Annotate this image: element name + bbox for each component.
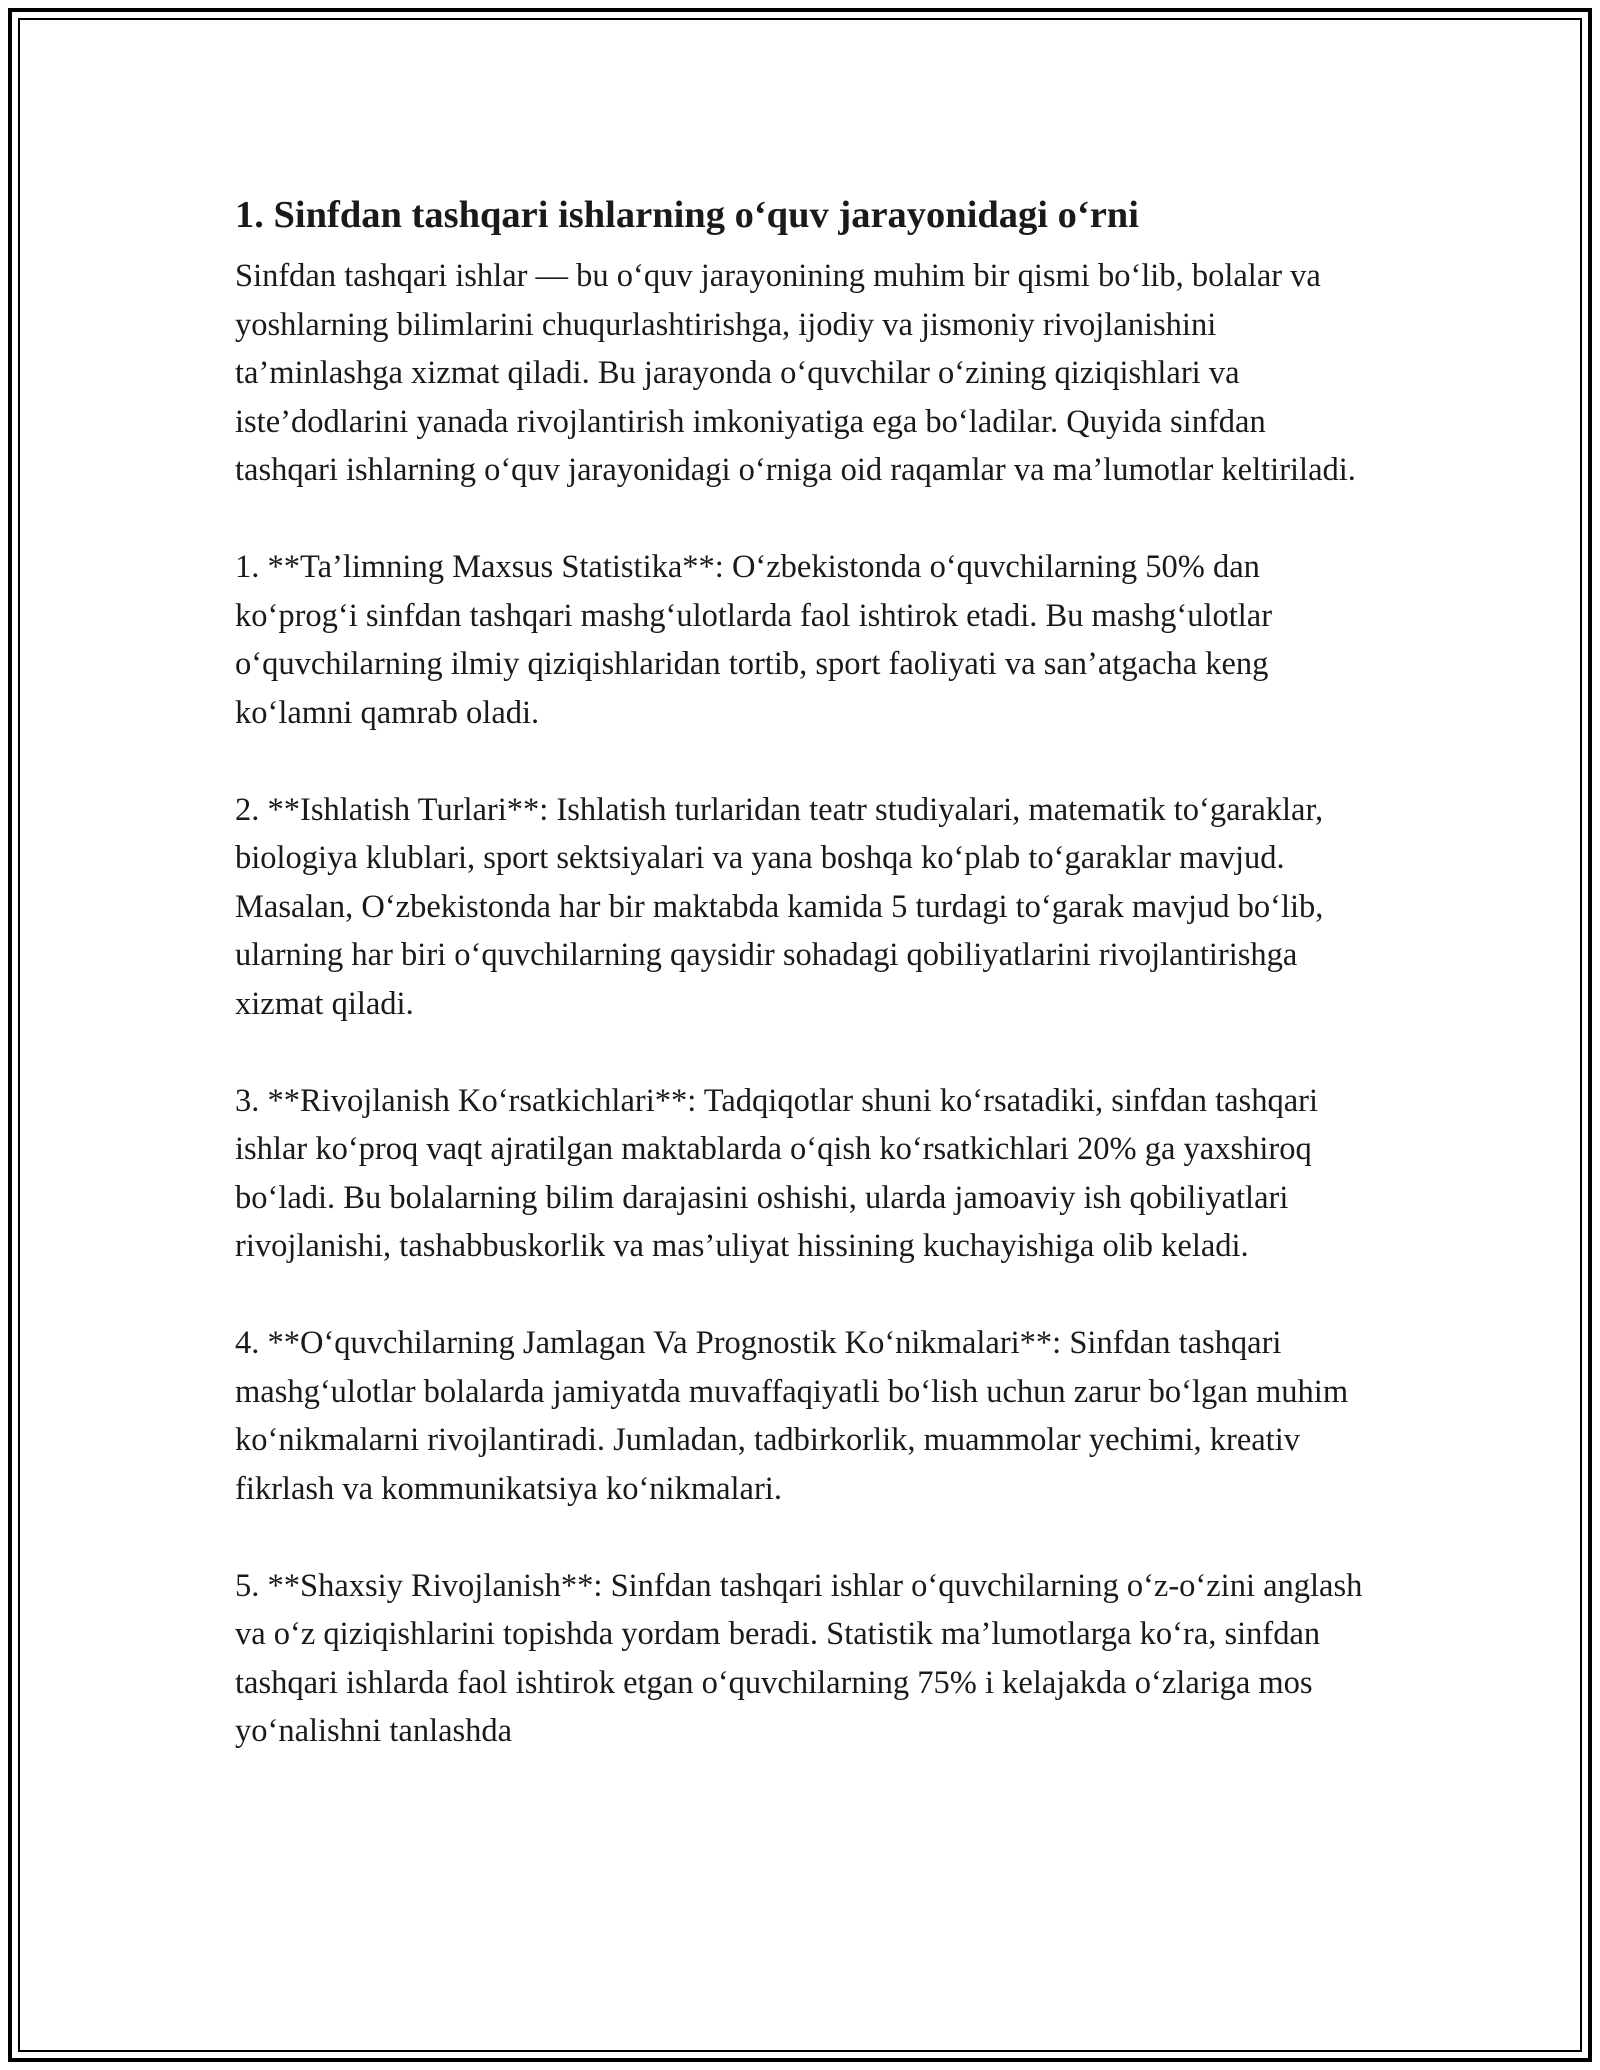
list-item-5: 5. **Shaxsiy Rivojlanish**: Sinfdan tashqari ishlar o‘quvchilarning o‘z-o‘zini anglash va o‘z qiziqishlarini topishda yordam beradi. Statistik ma’lumotlarga ko‘ra, sinfdan tashqari ishlarda faol ishtirok etgan o‘quvchilarning 75% i kelajakda o‘zlariga mos yo‘nalishni tanlashda [235, 1567, 1363, 1749]
intro-paragraph: Sinfdan tashqari ishlar — bu o‘quv jarayonining muhim bir qismi bo‘lib, bolalar va yoshlarning bilimlarini chuqurlashtirishga, ijodiy va jismoniy rivojlanishini ta’minlashga xizmat qiladi. Bu jarayonda o‘quvchilar o‘zining qiziqishlari va iste’dodlarini yanada rivojlantirish imkoniyatiga ega bo‘ladilar. Quyida sinfdan tashqari ishlarning o‘quv jarayonidagi o‘rniga oid raqamlar va ma’lumotlar keltiriladi. [235, 258, 1356, 488]
list-item-2: 2. **Ishlatish Turlari**: Ishlatish turlaridan teatr studiyalari, matematik to‘garaklar, biologiya klublari, sport sektsiyalari va yana boshqa ko‘plab to‘garaklar mavjud. Masalan, O‘zbekistonda har bir maktabda kamida 5 turdagi to‘garak mavjud bo‘lib, ularning har biri o‘quvchilarning qaysidir sohadagi qobiliyatlarini rivojlantirishga xizmat qiladi. [235, 791, 1324, 1022]
section-title: 1. Sinfdan tashqari ishlarning o‘quv jarayonidagi o‘rni [235, 194, 1139, 236]
list-item-1: 1. **Ta’limning Maxsus Statistika**: O‘zbekistonda o‘quvchilarning 50% dan ko‘prog‘i sinfdan tashqari mashg‘ulotlarda faol ishtirok etadi. Bu mashg‘ulotlar o‘quvchilarning ilmiy qiziqishlaridan tortib, sport faoliyati va san’atgacha keng ko‘lamni qamrab oladi. [235, 549, 1273, 731]
list-item-4: 4. **O‘quvchilarning Jamlagan Va Prognostik Ko‘nikmalari**: Sinfdan tashqari mashg‘ulotlar bolalarda jamiyatda muvaffaqiyatli bo‘lish uchun zarur bo‘lgan muhim ko‘nikmalarni rivojlantiradi. Jumladan, tadbirkorlik, muammolar yechimi, kreativ fikrlash va kommunikatsiya ko‘nikmalari. [235, 1325, 1349, 1507]
document-body [235, 186, 1370, 1804]
list-item-3: 3. **Rivojlanish Ko‘rsatkichlari**: Tadqiqotlar shuni ko‘rsatadiki, sinfdan tashqari ishlar ko‘proq vaqt ajratilgan maktablarda o‘qish ko‘rsatkichlari 20% ga yaxshiroq bo‘ladi. Bu bolalarning bilim darajasini oshishi, ularda jamoaviy ish qobiliyatlari rivojlanishi, tashabbuskorlik va mas’uliyat hissining kuchayishiga olib keladi. [235, 1082, 1318, 1264]
